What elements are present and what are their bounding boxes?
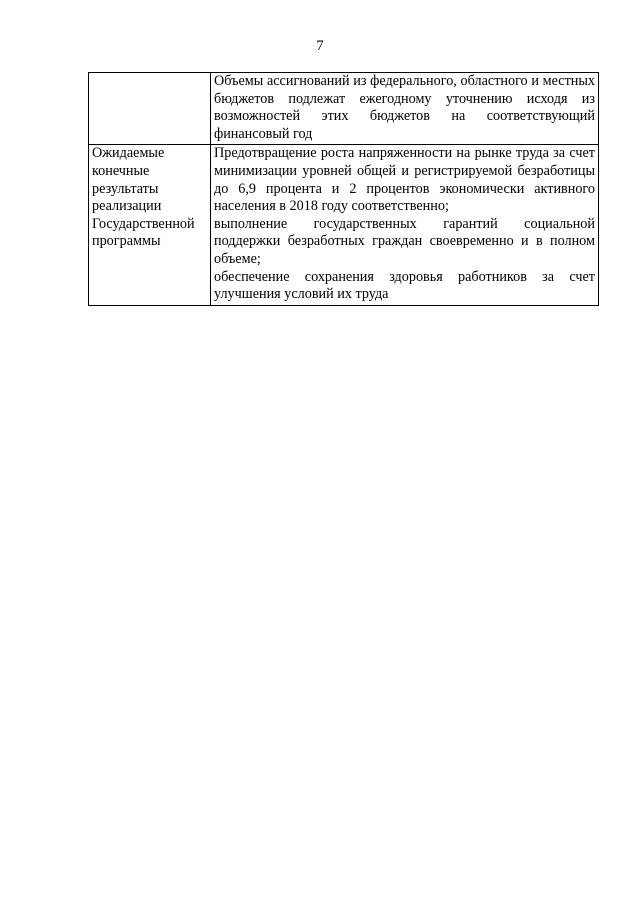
row-content-cell (211, 73, 599, 145)
passport-table (88, 72, 599, 306)
row-content-cell (211, 145, 599, 305)
content-paragraph: Объемы ассигнований из федерального, областного и местных бюджетов подлежат ежегодному уточнению исходя из возможностей этих бюджетов на соответствующий финансовый год (214, 73, 595, 142)
content-paragraph: Предотвращение роста напряженности на рынке труда за счет минимизации уровней общей и регистрируемой безработицы до 6,9 процента и 2 процентов экономически активного населения в 2018 году соответственно; (214, 145, 595, 215)
table-row (89, 145, 599, 305)
content-paragraph: обеспечение сохранения здоровья работников за счет улучшения условий их труда (214, 268, 595, 303)
table-row (89, 73, 599, 145)
page-number: 7 (316, 38, 324, 54)
row-label-cell: Ожидаемые конечные результаты реализации Государственной программы (89, 145, 211, 305)
content-paragraph: выполнение государственных гарантий социальной поддержки безработных граждан своевременно и в полном объеме; (214, 215, 595, 267)
row-label-cell (89, 73, 211, 145)
